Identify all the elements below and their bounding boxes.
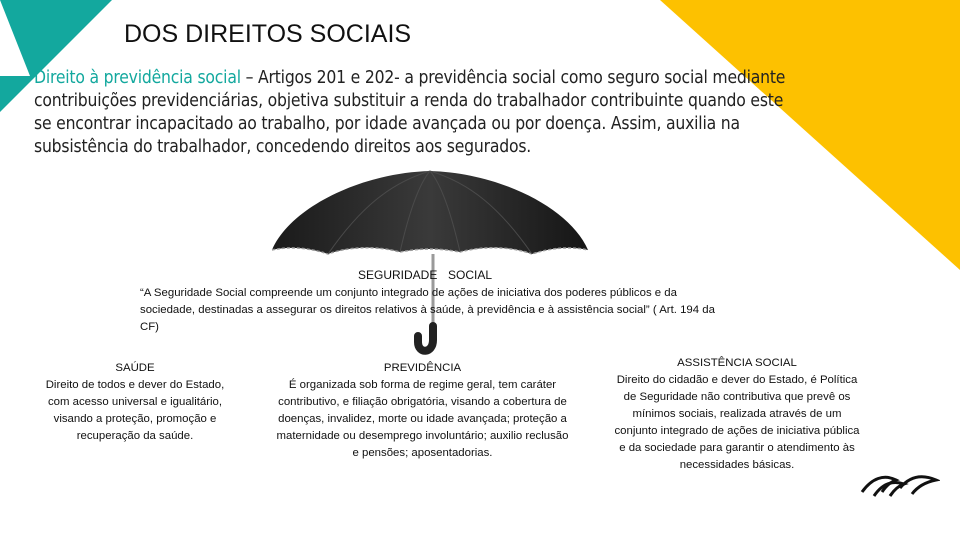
previdencia-text: É organizada sob forma de regime geral, tem caráter contributivo, e filiação obrigatória, visando a cobertura de doenças, invalidez, morte ou idade avançada; proteção a maternidade ou desemprego involuntário; auxilio reclusão e pensões; aposentadorias.	[276, 379, 569, 459]
column-assistencia	[612, 355, 862, 474]
seguridade-heading-right: SOCIAL	[448, 268, 493, 282]
column-saude	[40, 360, 230, 445]
seguridade-quote: “A Seguridade Social compreende um conjunto integrado de ações de iniciativa dos poderes públicos e da sociedade, destinadas a assegurar os direitos relativos à saúde, à previdência e à assistência social” ( Art. 194 da CF)	[140, 287, 715, 333]
corner-accent-cut	[0, 0, 30, 76]
intro-text: – Artigos 201 e 202- a previdência social como seguro social mediante contribuições previdenciárias, objetiva substituir a renda do trabalhador contribuinte quando este se encontrar incapacitado ao trabalho, por idade avançada ou por doença. Assim, auxilia na subsistência do trabalhador, concedendo direitos aos segurados.	[34, 68, 786, 157]
assistencia-text: Direito do cidadão e dever do Estado, é Política de Seguridade não contributiva que prevê os mínimos sociais, realizada através de um conjunto integrado de ações de iniciativa pública e da sociedade para garantir o atendimento às necessidades básicas.	[614, 374, 860, 471]
saude-title: SAÚDE	[115, 362, 155, 374]
intro-highlight: Direito à previdência social	[34, 68, 241, 88]
previdencia-title: PREVIDÊNCIA	[383, 362, 462, 374]
assistencia-title: ASSISTÊNCIA SOCIAL	[677, 357, 797, 369]
book-wings-logo-icon	[860, 470, 940, 500]
saude-text: Direito de todos e dever do Estado, com acesso universal e igualitário, visando a proteção, promoção e recuperação da saúde.	[45, 379, 225, 442]
column-previdencia	[275, 360, 570, 462]
intro-paragraph	[34, 67, 794, 159]
slide-title: DOS DIREITOS SOCIAIS	[124, 20, 412, 48]
seguridade-heading-left: SEGURIDADE	[358, 268, 438, 282]
